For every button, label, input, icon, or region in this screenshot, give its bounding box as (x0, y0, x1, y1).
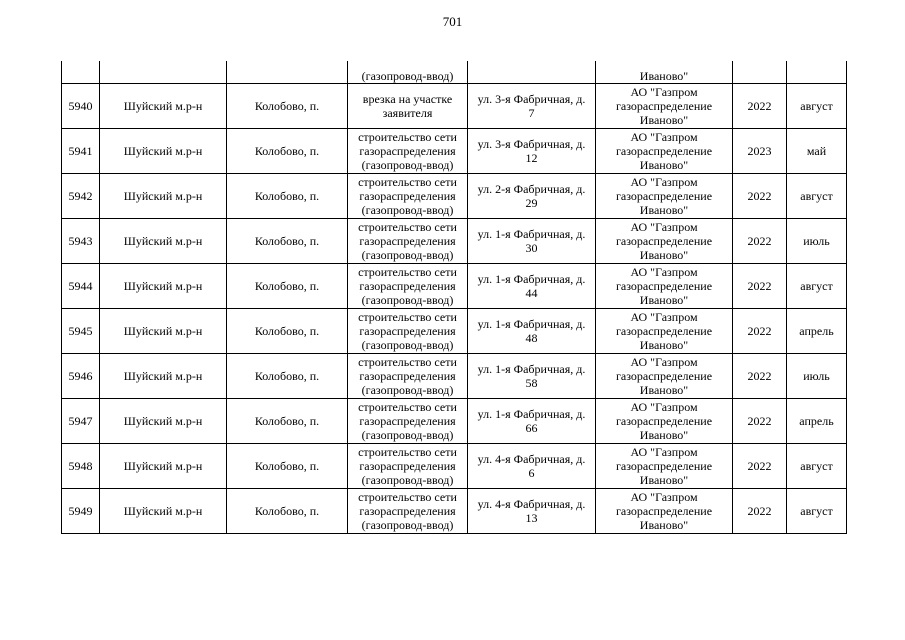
cell-month: август (787, 444, 847, 489)
cell-organization: АО "Газпром газораспределение Иваново" (596, 219, 733, 264)
cell-num: 5946 (62, 354, 100, 399)
cell-locality: Колобово, п. (227, 354, 348, 399)
cell-address: ул. 4-я Фабричная, д. 13 (468, 489, 596, 534)
cell-work-type: строительство сети газораспределения (газопровод-ввод) (348, 444, 468, 489)
cell-work-type: строительство сети газораспределения (газопровод-ввод) (348, 399, 468, 444)
cell-organization: АО "Газпром газораспределение Иваново" (596, 444, 733, 489)
cell-work-type: строительство сети газораспределения (газопровод-ввод) (348, 219, 468, 264)
cell-month: апрель (787, 309, 847, 354)
cell-year: 2022 (733, 84, 787, 129)
cell-organization: АО "Газпром газораспределение Иваново" (596, 489, 733, 534)
cell-work-type: строительство сети газораспределения (газопровод-ввод) (348, 489, 468, 534)
cell-month: июль (787, 354, 847, 399)
cell-year: 2022 (733, 174, 787, 219)
table-row (62, 84, 847, 129)
cell-address: ул. 1-я Фабричная, д. 66 (468, 399, 596, 444)
cell-year: 2022 (733, 489, 787, 534)
cell-address: ул. 3-я Фабричная, д. 12 (468, 129, 596, 174)
table-row (62, 399, 847, 444)
cell-month: май (787, 129, 847, 174)
table-row (62, 489, 847, 534)
cell-num: 5945 (62, 309, 100, 354)
gasification-schedule-table (61, 61, 847, 534)
cell-month: июль (787, 219, 847, 264)
cell-address: ул. 1-я Фабричная, д. 30 (468, 219, 596, 264)
cell-year: 2022 (733, 264, 787, 309)
cell-district: Шуйский м.р-н (100, 174, 227, 219)
cell-organization: АО "Газпром газораспределение Иваново" (596, 309, 733, 354)
cell-organization: АО "Газпром газораспределение Иваново" (596, 84, 733, 129)
cell-work-type: строительство сети газораспределения (газопровод-ввод) (348, 264, 468, 309)
cell-locality: Колобово, п. (227, 444, 348, 489)
cell-address: ул. 1-я Фабричная, д. 48 (468, 309, 596, 354)
cell-year: 2022 (733, 399, 787, 444)
cell-num: 5948 (62, 444, 100, 489)
cell-month: август (787, 174, 847, 219)
cell-num: 5940 (62, 84, 100, 129)
cell-locality: Колобово, п. (227, 489, 348, 534)
cell-district: Шуйский м.р-н (100, 309, 227, 354)
table-row (62, 219, 847, 264)
cell-locality: Колобово, п. (227, 399, 348, 444)
cell-year: 2022 (733, 309, 787, 354)
table-row (62, 174, 847, 219)
page-number: 701 (442, 14, 463, 29)
cell-locality: Колобово, п. (227, 219, 348, 264)
cell-work-type: строительство сети газораспределения (газопровод-ввод) (348, 129, 468, 174)
cell-year (733, 61, 787, 84)
cell-organization: АО "Газпром газораспределение Иваново" (596, 129, 733, 174)
cell-district: Шуйский м.р-н (100, 354, 227, 399)
table-row (62, 354, 847, 399)
cell-district: Шуйский м.р-н (100, 84, 227, 129)
cell-work-type: (газопровод-ввод) (348, 61, 468, 84)
cell-address: ул. 1-я Фабричная, д. 58 (468, 354, 596, 399)
cell-num (62, 61, 100, 84)
cell-month: август (787, 84, 847, 129)
cell-address (468, 61, 596, 84)
cell-month: апрель (787, 399, 847, 444)
cell-num: 5942 (62, 174, 100, 219)
cell-organization: АО "Газпром газораспределение Иваново" (596, 174, 733, 219)
cell-month (787, 61, 847, 84)
cell-district (100, 61, 227, 84)
cell-address: ул. 1-я Фабричная, д. 44 (468, 264, 596, 309)
table-row (62, 129, 847, 174)
cell-year: 2022 (733, 444, 787, 489)
cell-month: август (787, 264, 847, 309)
cell-num: 5944 (62, 264, 100, 309)
cell-locality: Колобово, п. (227, 129, 348, 174)
continuation-row (62, 61, 847, 84)
cell-district: Шуйский м.р-н (100, 264, 227, 309)
cell-work-type: строительство сети газораспределения (газопровод-ввод) (348, 354, 468, 399)
cell-address: ул. 3-я Фабричная, д. 7 (468, 84, 596, 129)
cell-organization: Иваново" (596, 61, 733, 84)
cell-work-type: строительство сети газораспределения (газопровод-ввод) (348, 174, 468, 219)
cell-year: 2022 (733, 354, 787, 399)
cell-organization: АО "Газпром газораспределение Иваново" (596, 399, 733, 444)
table-row (62, 444, 847, 489)
cell-organization: АО "Газпром газораспределение Иваново" (596, 354, 733, 399)
cell-district: Шуйский м.р-н (100, 219, 227, 264)
cell-address: ул. 2-я Фабричная, д. 29 (468, 174, 596, 219)
cell-year: 2023 (733, 129, 787, 174)
cell-locality (227, 61, 348, 84)
cell-district: Шуйский м.р-н (100, 399, 227, 444)
cell-district: Шуйский м.р-н (100, 489, 227, 534)
cell-organization: АО "Газпром газораспределение Иваново" (596, 264, 733, 309)
cell-locality: Колобово, п. (227, 84, 348, 129)
cell-work-type: врезка на участке заявителя (348, 84, 468, 129)
cell-num: 5949 (62, 489, 100, 534)
table-row (62, 264, 847, 309)
cell-district: Шуйский м.р-н (100, 444, 227, 489)
cell-locality: Колобово, п. (227, 309, 348, 354)
cell-num: 5943 (62, 219, 100, 264)
cell-locality: Колобово, п. (227, 264, 348, 309)
cell-year: 2022 (733, 219, 787, 264)
cell-work-type: строительство сети газораспределения (газопровод-ввод) (348, 309, 468, 354)
cell-num: 5941 (62, 129, 100, 174)
cell-num: 5947 (62, 399, 100, 444)
cell-address: ул. 4-я Фабричная, д. 6 (468, 444, 596, 489)
table-body (62, 61, 847, 534)
table-row (62, 309, 847, 354)
cell-district: Шуйский м.р-н (100, 129, 227, 174)
cell-locality: Колобово, п. (227, 174, 348, 219)
cell-month: август (787, 489, 847, 534)
